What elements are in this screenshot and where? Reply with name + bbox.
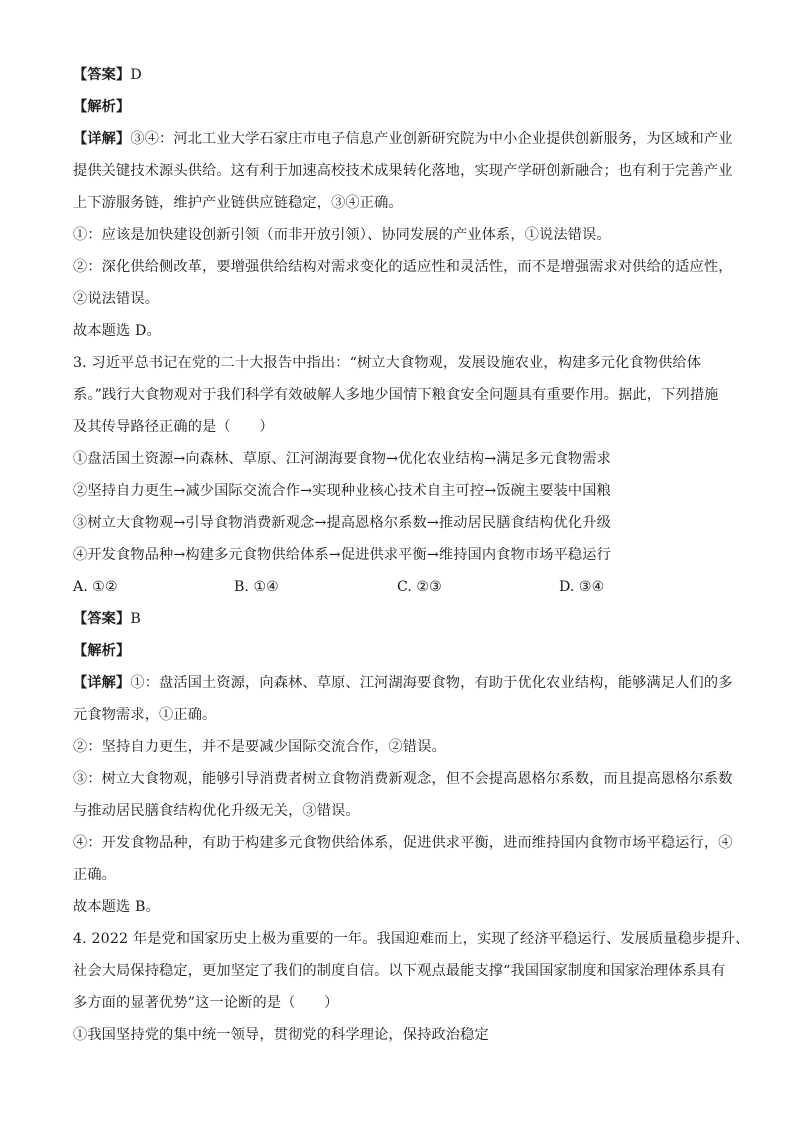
detail-label: 【详解】: [73, 675, 131, 691]
q2-detail-line-1: 【详解】③④：河北工业大学石家庄市电子信息产业创新研究院为中小企业提供创新服务，为区域和产业: [73, 131, 733, 147]
q3-conclusion: 故本题选 B。: [73, 899, 160, 915]
answer-value: B: [130, 611, 141, 627]
q4-stem-line-2: 社会大局保持稳定，更加坚定了我们的制度自信。以下观点最能支撑“我国国家制度和国家治理体系具有: [73, 963, 726, 979]
q3-option-d: D. ③④: [559, 579, 605, 595]
q4-stem-line-3: 多方面的显著优势”这一论断的是（ ）: [73, 995, 339, 1011]
q2-paragraph-2-line-1: ②：深化供给侧改革，要增强供给结构对需求变化的适应性和灵活性，而不是增强需求对供给的适应性，: [73, 259, 733, 275]
q3-option-c: C. ②③: [397, 579, 442, 595]
q3-detail-line-2: 元食物需求，①正确。: [73, 707, 217, 723]
answer-label: 【答案】: [73, 67, 131, 83]
q2-conclusion: 故本题选 D。: [73, 323, 161, 339]
q3-answer: [73, 610, 733, 628]
q3-item-3: ③树立大食物观→引导食物消费新观念→提高恩格尔系数→推动居民膳食结构优化升级: [73, 515, 611, 531]
q3-paragraph-4-line-2: 正确。: [73, 867, 117, 883]
q3-item-1: ①盘活国土资源→向森林、草原、江河湖海要食物→优化农业结构→满足多元食物需求: [73, 451, 611, 467]
q3-detail-line-1: 【详解】①：盘活国土资源，向森林、草原、江河湖海要食物，有助于优化农业结构，能够满足人们的多: [73, 675, 733, 691]
q3-option-a: A. ①②: [73, 579, 118, 595]
q3-stem-line-1: 3. 习近平总书记在党的二十大报告中指出：“树立大食物观，发展设施农业，构建多元化食物供给体: [73, 355, 702, 371]
detail-label: 【详解】: [73, 131, 131, 147]
q3-paragraph-3-line-1: ③：树立大食物观，能够引导消费者树立食物消费新观念，但不会提高恩格尔系数，而且提高恩格尔系数: [73, 771, 733, 787]
q3-stem-line-2: 系。”践行大食物观对于我们科学有效破解人多地少国情下粮食安全问题具有重要作用。据此，下列措施: [73, 387, 719, 403]
q2-analysis-heading: 【解析】: [73, 99, 131, 115]
analysis-label: 解析: [87, 643, 117, 659]
q2-paragraph-1: ①：应该是加快建设创新引领（而非开放引领）、协同发展的产业体系，①说法错误。: [73, 227, 611, 243]
analysis-label: 解析: [87, 99, 117, 115]
q3-stem-line-3: 及其传导路径正确的是（ ）: [73, 419, 274, 435]
answer-label: 【答案】: [73, 611, 131, 627]
q3-item-2: ②坚持自力更生→减少国际交流合作→实现种业核心技术自主可控→饭碗主要装中国粮: [73, 483, 611, 499]
q4-item-1: ①我国坚持党的集中统一领导，贯彻党的科学理论，保持政治稳定: [73, 1027, 489, 1043]
q3-option-b: B. ①④: [234, 579, 279, 595]
q2-detail-line-2: 提供关键技术源头供给。这有利于加速高校技术成果转化落地，实现产学研创新融合；也有利于完善产业: [73, 163, 733, 179]
answer-value: D: [130, 67, 142, 83]
q3-paragraph-3-line-2: 与推动居民膳食结构优化升级无关，③错误。: [73, 803, 360, 819]
q3-item-4: ④开发食物品种→构建多元食物供给体系→促进供求平衡→维持国内食物市场平稳运行: [73, 547, 611, 563]
q2-detail-line-3: 上下游服务链，维护产业链供应链稳定，③④正确。: [73, 195, 403, 211]
q3-paragraph-4-line-1: ④：开发食物品种，有助于构建多元食物供给体系，促进供求平衡，进而维持国内食物市场平稳运行，④: [73, 835, 733, 851]
q2-answer: [73, 66, 733, 84]
q2-paragraph-2-line-2: ②说法错误。: [73, 291, 160, 307]
q3-paragraph-2: ②：坚持自力更生，并不是要减少国际交流合作，②错误。: [73, 739, 446, 755]
q3-analysis-heading: 【解析】: [73, 643, 131, 659]
q4-stem-line-1: 4. 2022 年是党和国家历史上极为重要的一年。我国迎难而上，实现了经济平稳运行、发展质量稳步提升、: [73, 931, 750, 947]
